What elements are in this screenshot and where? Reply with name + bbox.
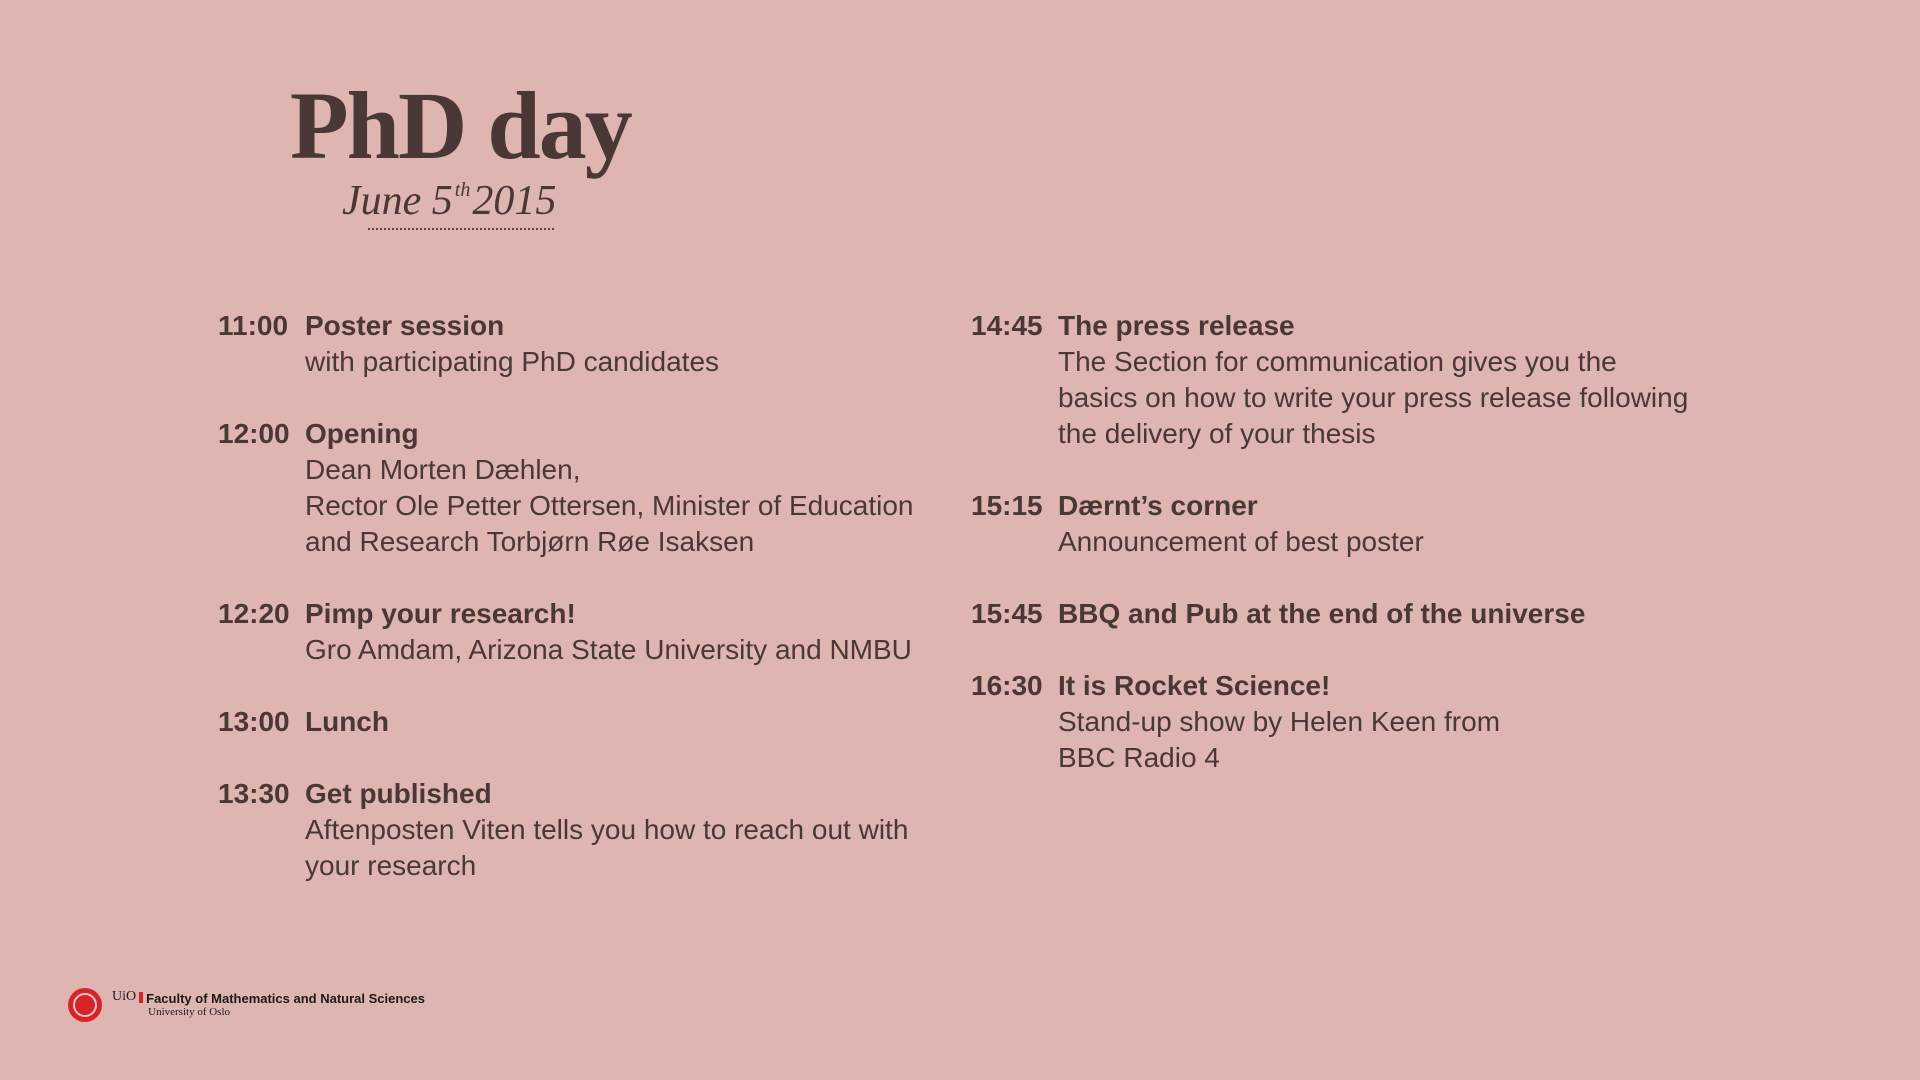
schedule-time: 11:00 [218, 310, 289, 341]
schedule-item [971, 488, 1731, 560]
schedule-time: 12:20 [218, 598, 290, 629]
schedule-item-body [1058, 308, 1731, 452]
schedule-description-line: Stand-up show by Helen Keen from [1058, 706, 1501, 737]
schedule-description-line: basics on how to write your press release following [1058, 382, 1689, 413]
schedule-description-line: Gro Amdam, Arizona State University and NMBU [305, 634, 912, 665]
schedule-description-line: and Research Torbjørn Røe Isaksen [305, 526, 755, 557]
event-date-suffix: th [454, 179, 471, 201]
schedule-time: 14:45 [971, 310, 1043, 341]
schedule-item-body [1058, 668, 1731, 776]
schedule-item [218, 776, 938, 884]
schedule-item [218, 704, 938, 740]
uio-seal-icon [68, 988, 102, 1022]
schedule-left-column [218, 308, 938, 920]
faculty-name: Faculty of Mathematics and Natural Sciences [146, 991, 425, 1006]
event-date [342, 180, 640, 222]
event-date-day: June 5 [342, 178, 453, 224]
dotted-divider [368, 226, 554, 230]
uio-separator-mark [139, 992, 143, 1003]
schedule-title: Poster session [305, 310, 505, 341]
schedule-item-body [1058, 488, 1731, 560]
schedule-description-line: Aftenposten Viten tells you how to reach out with [305, 814, 909, 845]
page-title: PhD day [290, 72, 631, 179]
schedule-time: 15:15 [971, 490, 1043, 521]
schedule-description-line: with participating PhD candidates [305, 346, 720, 377]
schedule-description-line: Rector Ole Petter Ottersen, Minister of Education [305, 490, 914, 521]
schedule-time: 15:45 [971, 598, 1043, 629]
schedule-title: Lunch [305, 706, 389, 737]
schedule-right-column [971, 308, 1731, 812]
schedule-title: BBQ and Pub at the end of the universe [1058, 598, 1586, 629]
schedule-item-body [305, 704, 938, 740]
schedule-title: Dærnt’s corner [1058, 490, 1258, 521]
schedule-time: 12:00 [218, 418, 290, 449]
schedule-time: 13:30 [218, 778, 290, 809]
schedule-description-line: your research [305, 850, 477, 881]
title-block [290, 72, 640, 230]
schedule-time: 16:30 [971, 670, 1043, 701]
schedule-item-body [305, 416, 938, 560]
schedule-item-body [305, 596, 938, 668]
schedule-description-line: The Section for communication gives you the [1058, 346, 1617, 377]
footer-text [146, 992, 425, 1018]
schedule-time: 13:00 [218, 706, 290, 737]
schedule-title: The press release [1058, 310, 1295, 341]
schedule-item [971, 596, 1731, 632]
schedule-item-body [305, 776, 938, 884]
schedule-item-body [1058, 596, 1731, 632]
schedule-description-line: BBC Radio 4 [1058, 742, 1220, 773]
schedule-item [971, 668, 1731, 776]
schedule-description-line: Announcement of best poster [1058, 526, 1424, 557]
schedule-title: It is Rocket Science! [1058, 670, 1331, 701]
schedule-title: Opening [305, 418, 419, 449]
schedule-description-line: the delivery of your thesis [1058, 418, 1376, 449]
schedule-description-line: Dean Morten Dæhlen, [305, 454, 581, 485]
schedule-item [218, 416, 938, 560]
uio-wordmark: UiO [112, 989, 137, 1004]
schedule-item [971, 308, 1731, 452]
schedule-title: Pimp your research! [305, 598, 576, 629]
university-name: University of Oslo [148, 1006, 231, 1018]
schedule-item [218, 596, 938, 668]
schedule-title: Get published [305, 778, 492, 809]
event-date-year: 2015 [472, 178, 557, 224]
schedule-item-body [305, 308, 938, 380]
schedule-item [218, 308, 938, 380]
footer-logo [68, 988, 425, 1022]
